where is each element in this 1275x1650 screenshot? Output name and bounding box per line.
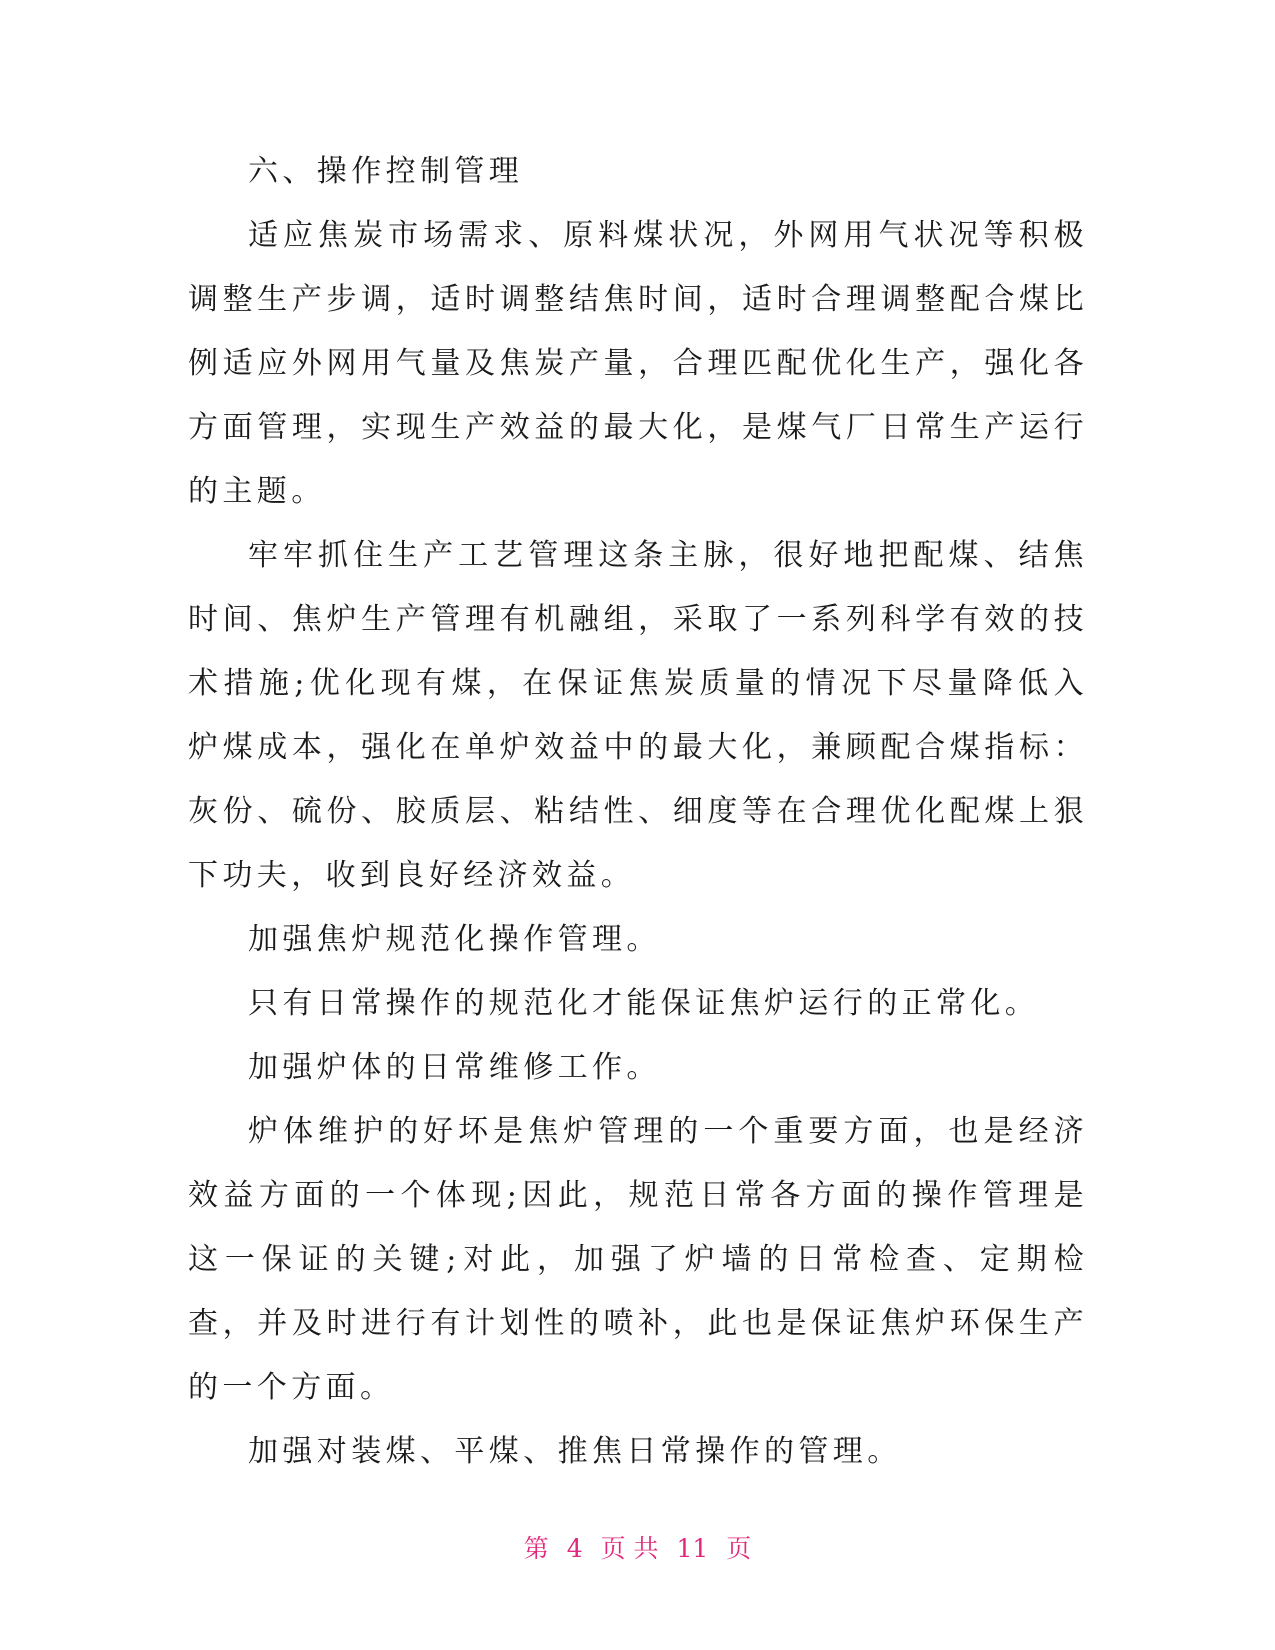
footer-label-middle: 页 共 bbox=[600, 1534, 659, 1563]
footer-label-prefix: 第 bbox=[523, 1534, 549, 1563]
paragraph: 牢牢抓住生产工艺管理这条主脉，很好地把配煤、结焦时间、焦炉生产管理有机融组，采取了一系列科学有效的技术措施;优化现有煤，在保证焦炭质量的情况下尽量降低入炉煤成本，强化在单炉效益中的最大化，兼顾配合煤指标：灰份、硫份、胶质层、粘结性、细度等在合理优化配煤上狠下功夫，收到良好经济效益。 bbox=[188, 538, 1088, 893]
section-heading: 六、操作控制管理 bbox=[248, 154, 524, 189]
paragraph: 加强对装煤、平煤、推焦日常操作的管理。 bbox=[248, 1434, 902, 1469]
footer-total-pages: 11 bbox=[676, 1534, 709, 1563]
paragraph: 加强炉体的日常维修工作。 bbox=[248, 1050, 661, 1085]
paragraph: 加强焦炉规范化操作管理。 bbox=[248, 922, 661, 957]
page-footer bbox=[0, 1534, 1275, 1564]
footer-current-page: 4 bbox=[566, 1534, 583, 1563]
document-body bbox=[188, 140, 1088, 1484]
paragraph: 只有日常操作的规范化才能保证焦炉运行的正常化。 bbox=[248, 986, 1040, 1021]
footer-label-suffix: 页 bbox=[726, 1534, 752, 1563]
paragraph: 适应焦炭市场需求、原料煤状况，外网用气状况等积极调整生产步调，适时调整结焦时间，适时合理调整配合煤比例适应外网用气量及焦炭产量，合理匹配优化生产，强化各方面管理，实现生产效益的最大化，是煤气厂日常生产运行的主题。 bbox=[188, 218, 1088, 509]
paragraph: 炉体维护的好坏是焦炉管理的一个重要方面，也是经济效益方面的一个体现;因此，规范日常各方面的操作管理是这一保证的关键;对此，加强了炉墙的日常检查、定期检查，并及时进行有计划性的喷补，此也是保证焦炉环保生产的一个方面。 bbox=[188, 1114, 1088, 1405]
